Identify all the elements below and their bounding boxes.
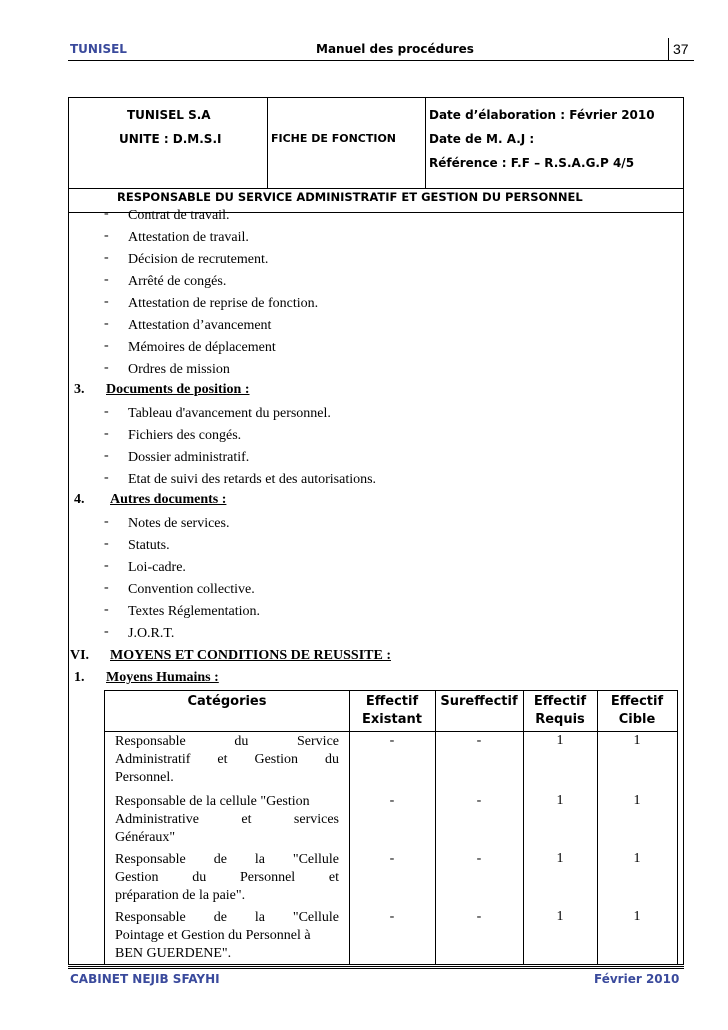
bullet-dash: - xyxy=(104,360,109,375)
bullet-dash: - xyxy=(104,448,109,463)
col-header-line: Effectif xyxy=(365,694,419,709)
cell-existant: - xyxy=(389,909,395,924)
list-item: Attestation de travail. xyxy=(128,230,249,245)
row-category: Généraux" xyxy=(115,830,176,845)
list-item: Loi-cadre. xyxy=(128,560,186,575)
cell-cible: 1 xyxy=(633,909,641,924)
footer-date: Février 2010 xyxy=(594,972,680,986)
cell-sureffectif: - xyxy=(476,733,482,748)
staffing-table xyxy=(104,690,678,965)
bullet-dash: - xyxy=(104,250,109,265)
table-hline xyxy=(105,731,677,732)
row-category: Administratif et Gestion du xyxy=(115,752,339,767)
row-category: préparation de la paie". xyxy=(115,888,246,903)
header-company: TUNISEL xyxy=(70,42,127,56)
col-header-categories: Catégories xyxy=(187,694,267,709)
bullet-dash: - xyxy=(104,580,109,595)
section-title: MOYENS ET CONDITIONS DE REUSSITE : xyxy=(110,648,391,663)
row-category: BEN GUERDENE". xyxy=(115,946,232,961)
bullet-dash: - xyxy=(104,470,109,485)
bullet-dash: - xyxy=(104,316,109,331)
cell-cible: 1 xyxy=(633,793,641,808)
cell-existant: - xyxy=(389,851,395,866)
section-title: Documents de position : xyxy=(106,382,250,397)
list-item: J.O.R.T. xyxy=(128,626,175,641)
bullet-dash: - xyxy=(104,514,109,529)
cell-requis: 1 xyxy=(556,793,564,808)
list-item: Attestation de reprise de fonction. xyxy=(128,296,319,311)
row-category: Responsable de la cellule "Gestion xyxy=(115,794,310,809)
cell-cible: 1 xyxy=(633,733,641,748)
header-rule xyxy=(68,60,694,61)
list-item: Tableau d'avancement du personnel. xyxy=(128,406,331,421)
col-header-requis xyxy=(523,693,597,729)
section-title: Moyens Humains : xyxy=(106,670,219,685)
row-category: Responsable de la "Cellule xyxy=(115,852,339,867)
header-title: Manuel des procédures xyxy=(316,42,474,56)
row-category: Administrative et services xyxy=(115,812,339,827)
bullet-dash: - xyxy=(104,206,109,221)
bullet-dash: - xyxy=(104,602,109,617)
bullet-dash: - xyxy=(104,228,109,243)
col-header-line: Existant xyxy=(362,712,422,727)
footer-company: CABINET NEJIB SFAYHI xyxy=(70,972,220,986)
cell-requis: 1 xyxy=(556,733,564,748)
bullet-dash: - xyxy=(104,536,109,551)
cell-sureffectif: - xyxy=(476,909,482,924)
row-category: Personnel. xyxy=(115,770,174,785)
grid-vline xyxy=(267,98,268,188)
list-item: Etat de suivi des retards et des autorisations. xyxy=(128,472,377,487)
col-header-sureffectif: Sureffectif xyxy=(440,694,518,709)
list-item: Statuts. xyxy=(128,538,170,553)
row-category: Gestion du Personnel et xyxy=(115,870,339,885)
col-header-line: Effectif xyxy=(610,694,664,709)
form-unit: UNITE : D.M.S.I xyxy=(119,132,222,146)
section-title: Autres documents : xyxy=(110,492,227,507)
col-header-line: Cible xyxy=(618,712,656,727)
list-item: Ordres de mission xyxy=(128,362,230,377)
cell-existant: - xyxy=(389,733,395,748)
grid-vline xyxy=(425,98,426,188)
col-header-existant xyxy=(349,693,435,729)
list-item: Convention collective. xyxy=(128,582,255,597)
row-category: Responsable de la "Cellule xyxy=(115,910,339,925)
bullet-dash: - xyxy=(104,294,109,309)
list-item: Dossier administratif. xyxy=(128,450,250,465)
list-item: Attestation d’avancement xyxy=(128,318,272,333)
col-header-line: Effectif xyxy=(533,694,587,709)
list-item: Fichiers des congés. xyxy=(128,428,242,443)
list-item: Contrat de travail. xyxy=(128,208,230,223)
list-item: Textes Réglementation. xyxy=(128,604,260,619)
form-date-elaboration: Date d’élaboration : Février 2010 xyxy=(429,108,655,122)
list-item: Notes de services. xyxy=(128,516,230,531)
form-date-maj: Date de M. A.J : xyxy=(429,132,535,146)
footer-rule xyxy=(68,966,684,969)
bullet-dash: - xyxy=(104,272,109,287)
section-number: 1. xyxy=(74,670,85,685)
bullet-dash: - xyxy=(104,404,109,419)
cell-existant: - xyxy=(389,793,395,808)
bullet-dash: - xyxy=(104,426,109,441)
section-number: 3. xyxy=(74,382,85,397)
form-reference: Référence : F.F – R.S.A.G.P 4/5 xyxy=(429,156,635,170)
cell-sureffectif: - xyxy=(476,851,482,866)
bullet-dash: - xyxy=(104,338,109,353)
position-title: RESPONSABLE DU SERVICE ADMINISTRATIF ET GESTION DU PERSONNEL xyxy=(117,190,583,204)
cell-cible: 1 xyxy=(633,851,641,866)
bullet-dash: - xyxy=(104,558,109,573)
page-number: 37 xyxy=(668,38,701,60)
cell-sureffectif: - xyxy=(476,793,482,808)
bullet-dash: - xyxy=(104,624,109,639)
form-company: TUNISEL S.A xyxy=(127,108,211,122)
col-header-line: Requis xyxy=(535,712,585,727)
row-category: Responsable du Service xyxy=(115,734,339,749)
list-item: Arrêté de congés. xyxy=(128,274,227,289)
form-doc-type: FICHE DE FONCTION xyxy=(271,132,397,145)
list-item: Décision de recrutement. xyxy=(128,252,269,267)
row-category: Pointage et Gestion du Personnel à xyxy=(115,928,311,943)
cell-requis: 1 xyxy=(556,909,564,924)
cell-requis: 1 xyxy=(556,851,564,866)
section-number: 4. xyxy=(74,492,85,507)
list-item: Mémoires de déplacement xyxy=(128,340,276,355)
section-number: VI. xyxy=(70,648,90,663)
col-header-cible xyxy=(597,693,677,729)
